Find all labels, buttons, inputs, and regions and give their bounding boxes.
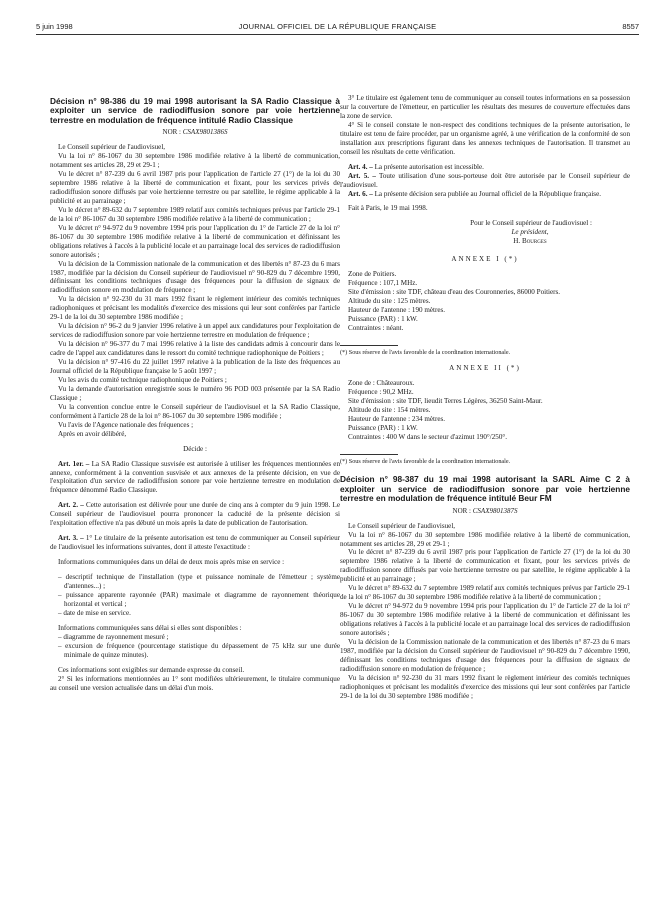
header-rule	[36, 34, 639, 35]
annexe-line: Puissance (PAR) : 1 kW.	[348, 315, 418, 324]
article-6: Art. 6. – La présente décision sera publiée au Journal officiel de la République française.	[348, 189, 601, 198]
annexe-2-details	[340, 379, 630, 442]
info-mise-en-service: Informations communiquées dans un délai de deux mois après mise en service :	[58, 558, 285, 567]
info-disponibles: Informations communiquées sans délai si elles sont disponibles :	[58, 623, 242, 632]
nor-reference: NOR : CSAX9801386S	[162, 128, 228, 137]
article-5: Art. 5. – Toute utilisation d'une sous-porteuse doit être autorisée par le Conseil supérieur de l'audiovisuel.	[340, 171, 630, 189]
footnote-rule	[340, 454, 398, 455]
paragraph-3: 3° Le titulaire est également tenu de communiquer au conseil toutes informations en sa possession sur la couverture de l'émetteur, en particulier les résultats des mesures de couverture effectuées dans la zone de service.	[340, 94, 630, 120]
annexe-line: Site d'émission : site TDF, château d'eau des Couronneries, 86000 Poitiers.	[348, 288, 561, 297]
left-recitals	[50, 143, 340, 438]
recital-paragraph: Le Conseil supérieur de l'audiovisuel,	[58, 143, 166, 152]
signature-line-1: Pour le Conseil supérieur de l'audiovisuel :	[470, 219, 592, 228]
recital-paragraph: Vu la décision n° 96-377 du 7 mai 1996 relative à la liste des candidats admis à concourir dans le cadre de l'appel aux candidatures dans le ressort du comité technique radiophonique de Poitiers ;	[50, 340, 340, 358]
recital-paragraph: Vu la décision n° 92-230 du 31 mars 1992 fixant le règlement intérieur des comités techniques radiophoniques et précisant les modalités d'exercice des missions qui leur sont conférées par l'article 29-1 de la loi du 30 septembre 1986 modifiée ;	[50, 295, 340, 322]
right-recitals	[340, 522, 630, 701]
recital-paragraph: Vu la décision de la Commission nationale de la communication et des libertés n° 87-23 du 6 mars 1987, modifiée par la décision du Conseil supérieur de l'audiovisuel n° 90-829 du 7 décembre 1990, définissant les conditions techniques d'usage des fréquences pour la diffusion de signaux de radiodiffusion sonore en modulation de fréquence ;	[50, 259, 340, 295]
signature-place-date: Fait à Paris, le 19 mai 1998.	[348, 204, 428, 213]
info-demande: Ces informations sont exigibles sur demande expresse du conseil.	[58, 665, 245, 674]
article-1: Art. 1er. – La SA Radio Classique susvisée est autorisée à utiliser les fréquences mentionnées en annexe, conformément à la convention susvisée et aux annexes de la présente décision, en vue de l'exploitation d'un service de radiodiffusion sonore par voie hertzienne terrestre en modulation de fréquence dénommé Radio Classique.	[50, 459, 340, 495]
article-4: Art. 4. – La présente autorisation est incessible.	[348, 162, 484, 171]
recital-paragraph: Vu l'avis de l'Agence nationale des fréquences ;	[58, 420, 194, 429]
recital-paragraph: Vu le décret n° 94-972 du 9 novembre 1994 pris pour l'application du 1° de l'article 27 de la loi n° 86-1067 du 30 septembre 1986 modifiée relative à la liberté de communication et définissant les obligations relatives à l'accès à la publicité locale et au parrainage local des services de radiodiffusion sonore autorisés ;	[50, 223, 340, 259]
list-item: – excursion de fréquence (pourcentage statistique du dépassement de 75 kHz sur une durée minimale de quinze minutes).	[58, 641, 340, 659]
recital-paragraph: Vu la décision n° 92-230 du 31 mars 1992 fixant le règlement intérieur des comités techniques radiophoniques et précisant les modalités d'exercice des missions qui leur sont conférées par l'article 29-1 de la loi du 30 septembre 1986 modifiée ;	[340, 673, 630, 700]
annexe-line: Contraintes : néant.	[348, 323, 404, 332]
recital-paragraph: Après en avoir délibéré,	[58, 429, 127, 438]
recital-paragraph: Vu les avis du comité technique radiophonique de Poitiers ;	[58, 375, 227, 384]
signature-line-2: Le président,	[511, 228, 549, 237]
right-column	[340, 40, 630, 701]
annexe-line: Altitude du site : 125 mètres.	[348, 297, 431, 306]
page-header	[36, 22, 639, 34]
annexe-2-footnote: (*) Sous réserve de l'avis favorable de la coordination internationale.	[340, 457, 511, 465]
recital-paragraph: Vu le décret n° 87-239 du 6 avril 1987 pris pour l'application de l'article 27 (1°) de la loi du 30 septembre 1986 relative à la liberté de communication et fixant, pour les services privés de radiodiffusion sonore diffusés par voie hertzienne terrestre ou par satellite, le régime applicable à la publicité et au parrainage ;	[340, 548, 630, 584]
info-modification: 2° Si les informations mentionnées au 1° sont modifiées ultérieurement, le titulaire communique au conseil une version actualisée dans un délai d'un mois.	[50, 674, 340, 692]
decision-title-386: Décision n° 98-386 du 19 mai 1998 autorisant la SA Radio Classique à exploiter un service de radiodiffusion sonore par voie hertzienne terrestre en modulation de fréquence intitulé Radio Classique	[50, 96, 340, 125]
annexe-line: Hauteur de l'antenne : 234 mètres.	[348, 414, 446, 423]
recital-paragraph: Vu la décision de la Commission nationale de la communication et des libertés n° 87-23 du 6 mars 1987, modifiée par la décision du Conseil supérieur de l'audiovisuel n° 90-829 du 7 décembre 1990, définissant les conditions techniques d'usage des fréquences pour la diffusion de signaux de radiodiffusion sonore en modulation de fréquence ;	[340, 638, 630, 673]
annexe-line: Contraintes : 400 W dans le secteur d'azimut 190°/250°.	[348, 432, 507, 441]
annexe-line: Fréquence : 107,1 MHz.	[348, 279, 418, 288]
header-page-number: 8557	[622, 22, 639, 31]
annexe-line: Site d'émission : site TDF, lieudit Terres Légères, 36250 Saint-Maur.	[348, 396, 543, 405]
annexe-line: Altitude du site : 154 mètres.	[348, 405, 431, 414]
decide-heading: Décide :	[183, 444, 207, 453]
nor-reference-2: NOR : CSAX9801387S	[452, 506, 518, 515]
signature-name: H. Bourges	[513, 237, 547, 246]
recital-paragraph: Vu la loi n° 86-1067 du 30 septembre 1986 modifiée relative à la liberté de communication, notamment ses articles 28, 29 et 29-1 ;	[50, 152, 340, 170]
recital-paragraph: Vu le décret n° 87-239 du 6 avril 1987 pris pour l'application de l'article 27 (1°) de la loi du 30 septembre 1986 relative à la liberté de communication et fixant, pour les services privés de radiodiffusion sonore diffusés par voie hertzienne terrestre ou par satellite, le régime applicable à la publicité et au parrainage ;	[50, 170, 340, 205]
article-2: Art. 2. – Cette autorisation est délivrée pour une durée de cinq ans à compter du 9 juin 1998. Le Conseil supérieur de l'audiovisuel pourra prononcer la caducité de la présente décision si l'exploitation effective n'a pas débuté un mois après la date de publication de l'autorisation.	[50, 501, 340, 528]
annexe-line: Hauteur de l'antenne : 190 mètres.	[348, 306, 446, 315]
paragraph-4: 4° Si le conseil constate le non-respect des conditions techniques de la présente autorisation, le titulaire est tenu de faire procéder, par un organisme agréé, à une vérification de la conformité de son installation aux prescriptions figurant dans les annexes techniques de l'autorisation. Il transmet au conseil les résultats de cette vérification.	[340, 120, 630, 156]
decision-title-387: Décision n° 98-387 du 19 mai 1998 autorisant la SARL Aime C 2 à exploiter un service de radiodiffusion sonore par voie hertzienne terrestre en modulation de fréquence intitulé Beur FM	[340, 474, 630, 504]
annexe-1-heading: ANNEXE I (*)	[451, 255, 519, 264]
recital-paragraph: Vu la décision n° 97-416 du 22 juillet 1997 relative à la publication de la liste des fréquences au Journal officiel de la République française le 5 août 1997 ;	[50, 358, 340, 375]
info-list-1	[50, 573, 340, 618]
annexe-line: Fréquence : 90,2 MHz.	[348, 387, 414, 396]
annexe-line: Puissance (PAR) : 1 kW.	[348, 423, 418, 432]
list-item: – date de mise en service.	[58, 608, 131, 617]
annexe-line: Zone de : Châteauroux.	[348, 378, 415, 387]
recital-paragraph: Vu le décret n° 89-632 du 7 septembre 1989 relatif aux comités techniques prévus par l'article 29-1 de la loi n° 86-1067 du 30 septembre 1986 modifiée relative à la liberté de communication ;	[50, 205, 340, 223]
recital-paragraph: Vu la demande d'autorisation enregistrée sous le numéro 96 POD 003 présentée par la SA Radio Classique ;	[50, 384, 340, 402]
annexe-line: Zone de Poitiers.	[348, 270, 397, 279]
annexe-1-footnote: (*) Sous réserve de l'avis favorable de la coordination internationale.	[340, 348, 511, 356]
list-item: – diagramme de rayonnement mesuré ;	[58, 632, 169, 641]
list-item: – puissance apparente rayonnée (PAR) maximale et diagramme de rayonnement théorique horizontal et vertical ;	[58, 591, 340, 608]
recital-paragraph: Le Conseil supérieur de l'audiovisuel,	[348, 521, 456, 530]
header-date: 5 juin 1998	[36, 22, 73, 31]
header-journal-title: JOURNAL OFFICIEL DE LA RÉPUBLIQUE FRANÇAISE	[238, 22, 437, 31]
article-3: Art. 3. – 1° Le titulaire de la présente autorisation est tenu de communiquer au Conseil supérieur de l'audiovisuel les informations suivantes, dont il atteste l'exactitude :	[50, 534, 340, 552]
annexe-2-heading: ANNEXE II (*)	[449, 363, 521, 372]
recital-paragraph: Vu le décret n° 89-632 du 7 septembre 1989 relatif aux comités techniques prévus par l'article 29-1 de la loi n° 86-1067 du 30 septembre 1986 modifiée relative à la liberté de communication ;	[340, 584, 630, 602]
recital-paragraph: Vu le décret n° 94-972 du 9 novembre 1994 pris pour l'application du 1° de l'article 27 de la loi n° 86-1067 du 30 septembre 1986 modifiée relative à la liberté de communication et définissant les obligations relatives à l'accès à la publicité locale et au parrainage local des services de radiodiffusion sonore autorisés ;	[340, 602, 630, 638]
info-list-2	[50, 633, 340, 660]
recital-paragraph: Vu la convention conclue entre le Conseil supérieur de l'audiovisuel et la SA Radio Classique, conformément à l'article 28 de la loi n° 86-1067 du 30 septembre 1986 modifiée ;	[50, 402, 340, 420]
list-item: – descriptif technique de l'installation (type et puissance nominale de l'émetteur ; système d'antennes...) ;	[58, 573, 340, 591]
annexe-1-details	[340, 270, 630, 333]
left-column	[50, 40, 340, 693]
footnote-rule	[340, 345, 398, 346]
recital-paragraph: Vu la loi n° 86-1067 du 30 septembre 1986 modifiée relative à la liberté de communication, notamment ses articles 28, 29 et 29-1 ;	[340, 530, 630, 548]
recital-paragraph: Vu la décision n° 96-2 du 9 janvier 1996 relative à un appel aux candidatures pour l'exploitation de services de radiodiffusion sonore par voie hertzienne terrestre en modulation de fréquence ;	[50, 322, 340, 340]
